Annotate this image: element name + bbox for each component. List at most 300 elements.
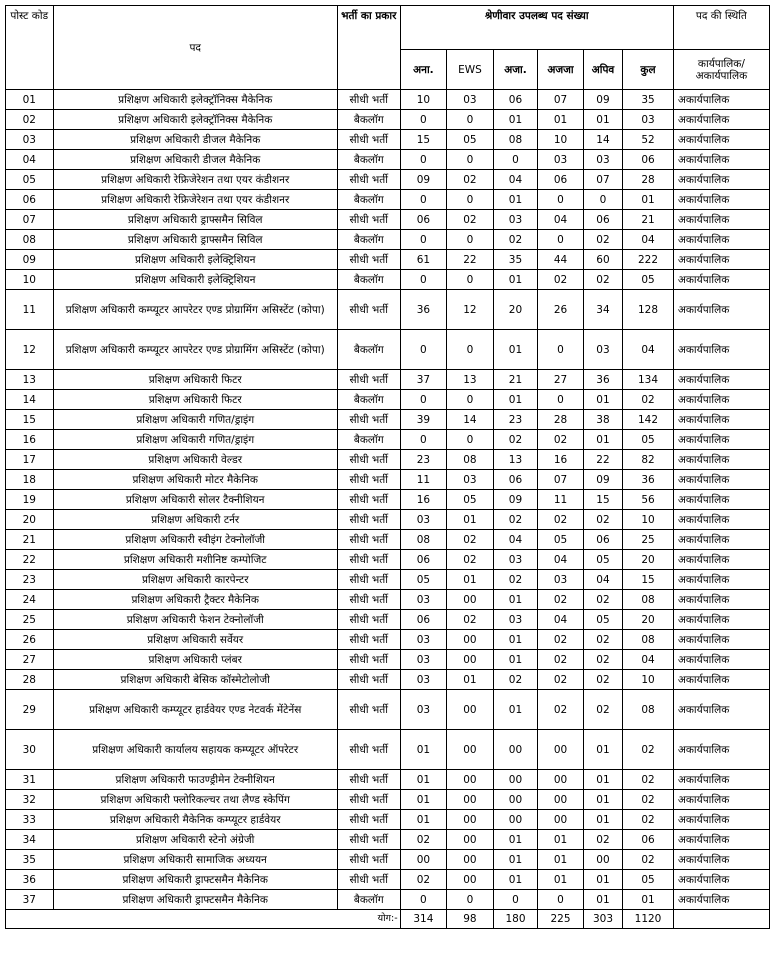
cat-st: 01 xyxy=(538,850,584,870)
cat-obc: 02 xyxy=(583,510,622,530)
post-status: अकार्यपालिक xyxy=(673,330,769,370)
post-name: प्रशिक्षण अधिकारी कार्यालय सहायक कम्प्यूटर ऑपरेटर xyxy=(53,730,337,770)
cat-sc: 00 xyxy=(493,770,538,790)
post-status: अकार्यपालिक xyxy=(673,170,769,190)
cat-st: 04 xyxy=(538,610,584,630)
cat-gen: 03 xyxy=(400,690,447,730)
cat-gen: 01 xyxy=(400,730,447,770)
cat-st: 26 xyxy=(538,290,584,330)
cat-ews: 00 xyxy=(447,650,494,670)
table-row xyxy=(6,870,770,890)
post-code: 10 xyxy=(6,270,54,290)
header-cat-obc: अपिव xyxy=(583,50,622,90)
cat-gen: 16 xyxy=(400,490,447,510)
cat-sc: 03 xyxy=(493,550,538,570)
cat-ews: 00 xyxy=(447,870,494,890)
post-status: अकार्यपालिक xyxy=(673,390,769,410)
cat-obc: 14 xyxy=(583,130,622,150)
table-row xyxy=(6,490,770,510)
cat-gen: 01 xyxy=(400,770,447,790)
table-row xyxy=(6,510,770,530)
cat-gen: 11 xyxy=(400,470,447,490)
post-status: अकार्यपालिक xyxy=(673,690,769,730)
post-status: अकार्यपालिक xyxy=(673,790,769,810)
cat-obc: 06 xyxy=(583,530,622,550)
post-name: प्रशिक्षण अधिकारी कम्प्यूटर आपरेटर एण्ड प्रोग्रामिंग असिस्टेंट (कोपा) xyxy=(53,290,337,330)
cat-gen: 0 xyxy=(400,270,447,290)
cat-ews: 14 xyxy=(447,410,494,430)
recruitment-type: बैकलॉग xyxy=(337,330,400,370)
cat-st: 11 xyxy=(538,490,584,510)
cat-sc: 01 xyxy=(493,650,538,670)
cat-sc: 06 xyxy=(493,90,538,110)
post-status: अकार्यपालिक xyxy=(673,670,769,690)
cat-sc: 01 xyxy=(493,190,538,210)
table-row xyxy=(6,390,770,410)
post-code: 37 xyxy=(6,890,54,910)
post-code: 01 xyxy=(6,90,54,110)
post-status: अकार्यपालिक xyxy=(673,190,769,210)
cat-obc: 01 xyxy=(583,110,622,130)
cat-st: 10 xyxy=(538,130,584,150)
total-ews: 98 xyxy=(447,910,494,929)
cat-st: 0 xyxy=(538,230,584,250)
post-status: अकार्यपालिक xyxy=(673,550,769,570)
cat-ews: 02 xyxy=(447,550,494,570)
cat-ews: 0 xyxy=(447,390,494,410)
recruitment-type: सीधी भर्ती xyxy=(337,830,400,850)
cat-obc: 01 xyxy=(583,390,622,410)
post-code: 11 xyxy=(6,290,54,330)
cat-total: 222 xyxy=(623,250,674,270)
post-status: अकार्यपालिक xyxy=(673,630,769,650)
post-code: 05 xyxy=(6,170,54,190)
post-code: 24 xyxy=(6,590,54,610)
table-row xyxy=(6,670,770,690)
cat-sc: 04 xyxy=(493,170,538,190)
post-status: अकार्यपालिक xyxy=(673,850,769,870)
recruitment-type: बैकलॉग xyxy=(337,150,400,170)
table-row xyxy=(6,430,770,450)
cat-obc: 38 xyxy=(583,410,622,430)
recruitment-type: सीधी भर्ती xyxy=(337,410,400,430)
table-row xyxy=(6,790,770,810)
post-name: प्रशिक्षण अधिकारी ट्रैक्टर मैकेनिक xyxy=(53,590,337,610)
cat-ews: 00 xyxy=(447,790,494,810)
cat-total: 28 xyxy=(623,170,674,190)
cat-obc: 02 xyxy=(583,690,622,730)
cat-total: 21 xyxy=(623,210,674,230)
cat-sc: 20 xyxy=(493,290,538,330)
totals-label: योग:- xyxy=(53,910,400,929)
header-category-posts: श्रेणीवार उपलब्ध पद संख्या xyxy=(400,6,673,50)
cat-total: 52 xyxy=(623,130,674,150)
recruitment-type: सीधी भर्ती xyxy=(337,590,400,610)
cat-gen: 37 xyxy=(400,370,447,390)
header-cat-total: कुल xyxy=(623,50,674,90)
recruitment-type: सीधी भर्ती xyxy=(337,630,400,650)
cat-ews: 08 xyxy=(447,450,494,470)
cat-obc: 09 xyxy=(583,470,622,490)
cat-total: 06 xyxy=(623,150,674,170)
post-name: प्रशिक्षण अधिकारी फ्लोरिकल्चर तथा लैण्ड स्केपिंग xyxy=(53,790,337,810)
cat-obc: 60 xyxy=(583,250,622,270)
post-name: प्रशिक्षण अधिकारी गणित/ड्राइंग xyxy=(53,410,337,430)
cat-st: 02 xyxy=(538,690,584,730)
recruitment-type: बैकलॉग xyxy=(337,190,400,210)
cat-ews: 02 xyxy=(447,610,494,630)
recruitment-type: सीधी भर्ती xyxy=(337,170,400,190)
cat-sc: 01 xyxy=(493,850,538,870)
cat-ews: 05 xyxy=(447,490,494,510)
cat-ews: 00 xyxy=(447,690,494,730)
cat-sc: 01 xyxy=(493,590,538,610)
cat-gen: 06 xyxy=(400,610,447,630)
cat-ews: 0 xyxy=(447,330,494,370)
cat-total: 142 xyxy=(623,410,674,430)
cat-total: 02 xyxy=(623,810,674,830)
post-status: अकार्यपालिक xyxy=(673,250,769,270)
post-code: 25 xyxy=(6,610,54,630)
post-code: 29 xyxy=(6,690,54,730)
cat-ews: 0 xyxy=(447,270,494,290)
cat-ews: 00 xyxy=(447,850,494,870)
post-status: अकार्यपालिक xyxy=(673,230,769,250)
cat-obc: 03 xyxy=(583,330,622,370)
post-name: प्रशिक्षण अधिकारी इलेक्ट्रिशियन xyxy=(53,250,337,270)
cat-ews: 00 xyxy=(447,770,494,790)
header-cat-sc: अजा. xyxy=(493,50,538,90)
cat-sc: 23 xyxy=(493,410,538,430)
post-name: प्रशिक्षण अधिकारी रेफ्रिजेरेशन तथा एयर कंडीशनर xyxy=(53,190,337,210)
cat-total: 02 xyxy=(623,850,674,870)
cat-sc: 04 xyxy=(493,530,538,550)
post-code: 03 xyxy=(6,130,54,150)
cat-obc: 02 xyxy=(583,270,622,290)
post-code: 36 xyxy=(6,870,54,890)
cat-gen: 0 xyxy=(400,230,447,250)
cat-obc: 36 xyxy=(583,370,622,390)
post-code: 07 xyxy=(6,210,54,230)
cat-st: 00 xyxy=(538,770,584,790)
post-name: प्रशिक्षण अधिकारी स्वीइंग टेक्नोलॉजी xyxy=(53,530,337,550)
cat-obc: 04 xyxy=(583,570,622,590)
post-name: प्रशिक्षण अधिकारी ड्राफ्समैन सिविल xyxy=(53,210,337,230)
table-row xyxy=(6,850,770,870)
cat-ews: 00 xyxy=(447,630,494,650)
header-post: पद xyxy=(53,6,337,90)
cat-st: 05 xyxy=(538,530,584,550)
cat-ews: 0 xyxy=(447,150,494,170)
recruitment-type: बैकलॉग xyxy=(337,110,400,130)
post-status: अकार्यपालिक xyxy=(673,830,769,850)
cat-st: 28 xyxy=(538,410,584,430)
cat-sc: 13 xyxy=(493,450,538,470)
post-status: अकार्यपालिक xyxy=(673,270,769,290)
post-name: प्रशिक्षण अधिकारी डीजल मैकेनिक xyxy=(53,150,337,170)
recruitment-type: बैकलॉग xyxy=(337,890,400,910)
table-row xyxy=(6,110,770,130)
cat-ews: 03 xyxy=(447,90,494,110)
cat-sc: 03 xyxy=(493,610,538,630)
cat-total: 02 xyxy=(623,390,674,410)
total-sc: 180 xyxy=(493,910,538,929)
recruitment-type: सीधी भर्ती xyxy=(337,610,400,630)
table-row xyxy=(6,730,770,770)
table-row xyxy=(6,530,770,550)
post-name: प्रशिक्षण अधिकारी स्टेनो अंग्रेजी xyxy=(53,830,337,850)
recruitment-type: सीधी भर्ती xyxy=(337,470,400,490)
cat-st: 00 xyxy=(538,810,584,830)
post-status: अकार्यपालिक xyxy=(673,150,769,170)
recruitment-type: सीधी भर्ती xyxy=(337,510,400,530)
post-code: 09 xyxy=(6,250,54,270)
table-row xyxy=(6,810,770,830)
post-name: प्रशिक्षण अधिकारी कारपेन्टर xyxy=(53,570,337,590)
totals-status-blank xyxy=(673,910,769,929)
cat-obc: 03 xyxy=(583,150,622,170)
post-name: प्रशिक्षण अधिकारी मोटर मैकेनिक xyxy=(53,470,337,490)
cat-gen: 36 xyxy=(400,290,447,330)
table-row xyxy=(6,610,770,630)
header-cat-gen: अना. xyxy=(400,50,447,90)
cat-total: 36 xyxy=(623,470,674,490)
cat-sc: 06 xyxy=(493,470,538,490)
cat-ews: 01 xyxy=(447,570,494,590)
cat-st: 02 xyxy=(538,650,584,670)
recruitment-type: सीधी भर्ती xyxy=(337,290,400,330)
post-code: 12 xyxy=(6,330,54,370)
cat-ews: 02 xyxy=(447,210,494,230)
post-code: 26 xyxy=(6,630,54,650)
header-post-code: पोस्ट कोड xyxy=(6,6,54,90)
cat-gen: 06 xyxy=(400,210,447,230)
total-st: 225 xyxy=(538,910,584,929)
cat-obc: 15 xyxy=(583,490,622,510)
post-status: अकार्यपालिक xyxy=(673,770,769,790)
table-row xyxy=(6,210,770,230)
post-name: प्रशिक्षण अधिकारी इलेक्ट्रिशियन xyxy=(53,270,337,290)
post-name: प्रशिक्षण अधिकारी सर्वेयर xyxy=(53,630,337,650)
recruitment-type: सीधी भर्ती xyxy=(337,730,400,770)
post-code: 19 xyxy=(6,490,54,510)
table-row xyxy=(6,90,770,110)
cat-obc: 06 xyxy=(583,210,622,230)
cat-st: 0 xyxy=(538,390,584,410)
table-row xyxy=(6,270,770,290)
cat-obc: 02 xyxy=(583,630,622,650)
post-code: 15 xyxy=(6,410,54,430)
cat-total: 02 xyxy=(623,770,674,790)
table-row xyxy=(6,410,770,430)
cat-sc: 08 xyxy=(493,130,538,150)
cat-obc: 01 xyxy=(583,790,622,810)
cat-sc: 01 xyxy=(493,690,538,730)
cat-sc: 00 xyxy=(493,730,538,770)
cat-ews: 13 xyxy=(447,370,494,390)
post-code: 08 xyxy=(6,230,54,250)
table-row xyxy=(6,830,770,850)
total-all: 1120 xyxy=(623,910,674,929)
cat-st: 16 xyxy=(538,450,584,470)
cat-ews: 02 xyxy=(447,530,494,550)
cat-st: 27 xyxy=(538,370,584,390)
cat-gen: 0 xyxy=(400,430,447,450)
post-code: 21 xyxy=(6,530,54,550)
recruitment-type: सीधी भर्ती xyxy=(337,530,400,550)
cat-ews: 03 xyxy=(447,470,494,490)
cat-gen: 39 xyxy=(400,410,447,430)
cat-st: 0 xyxy=(538,190,584,210)
cat-ews: 01 xyxy=(447,510,494,530)
post-name: प्रशिक्षण अधिकारी कम्प्यूटर हार्डवेयर एण्ड नेटवर्क मेंटेनेंस xyxy=(53,690,337,730)
post-name: प्रशिक्षण अधिकारी सामाजिक अध्ययन xyxy=(53,850,337,870)
cat-sc: 00 xyxy=(493,790,538,810)
cat-gen: 00 xyxy=(400,850,447,870)
post-status: अकार्यपालिक xyxy=(673,730,769,770)
table-row xyxy=(6,130,770,150)
recruitment-type: सीधी भर्ती xyxy=(337,90,400,110)
cat-sc: 03 xyxy=(493,210,538,230)
cat-st: 03 xyxy=(538,570,584,590)
post-code: 22 xyxy=(6,550,54,570)
cat-sc: 01 xyxy=(493,110,538,130)
post-code: 14 xyxy=(6,390,54,410)
cat-gen: 0 xyxy=(400,890,447,910)
recruitment-type: बैकलॉग xyxy=(337,430,400,450)
cat-obc: 02 xyxy=(583,230,622,250)
table-row xyxy=(6,570,770,590)
cat-obc: 01 xyxy=(583,870,622,890)
recruitment-table xyxy=(5,5,770,929)
cat-total: 15 xyxy=(623,570,674,590)
post-status: अकार्यपालिक xyxy=(673,450,769,470)
table-row xyxy=(6,690,770,730)
cat-sc: 01 xyxy=(493,390,538,410)
cat-total: 134 xyxy=(623,370,674,390)
cat-total: 56 xyxy=(623,490,674,510)
cat-st: 02 xyxy=(538,510,584,530)
cat-total: 04 xyxy=(623,330,674,370)
cat-sc: 0 xyxy=(493,150,538,170)
cat-obc: 02 xyxy=(583,830,622,850)
table-row xyxy=(6,590,770,610)
post-status: अकार्यपालिक xyxy=(673,870,769,890)
table-row xyxy=(6,450,770,470)
cat-obc: 01 xyxy=(583,430,622,450)
cat-gen: 03 xyxy=(400,590,447,610)
recruitment-type: सीधी भर्ती xyxy=(337,790,400,810)
post-status: अकार्यपालिक xyxy=(673,370,769,390)
post-name: प्रशिक्षण अधिकारी प्लंबर xyxy=(53,650,337,670)
post-name: प्रशिक्षण अधिकारी कम्प्यूटर आपरेटर एण्ड प्रोग्रामिंग असिस्टेंट (कोपा) xyxy=(53,330,337,370)
post-name: प्रशिक्षण अधिकारी बेसिक कॉस्मेटोलोजी xyxy=(53,670,337,690)
table-row xyxy=(6,250,770,270)
cat-ews: 01 xyxy=(447,670,494,690)
recruitment-type: सीधी भर्ती xyxy=(337,850,400,870)
post-name: प्रशिक्षण अधिकारी ड्राफ्टसमैन मैकेनिक xyxy=(53,890,337,910)
cat-total: 01 xyxy=(623,190,674,210)
cat-sc: 01 xyxy=(493,330,538,370)
cat-st: 04 xyxy=(538,210,584,230)
total-gen: 314 xyxy=(400,910,447,929)
cat-total: 05 xyxy=(623,270,674,290)
header-status-sub: कार्यपालिक/ अकार्यपालिक xyxy=(673,50,769,90)
cat-total: 06 xyxy=(623,830,674,850)
cat-total: 10 xyxy=(623,510,674,530)
cat-ews: 00 xyxy=(447,830,494,850)
cat-gen: 06 xyxy=(400,550,447,570)
post-code: 06 xyxy=(6,190,54,210)
cat-gen: 03 xyxy=(400,510,447,530)
post-status: अकार्यपालिक xyxy=(673,810,769,830)
post-status: अकार्यपालिक xyxy=(673,90,769,110)
cat-sc: 0 xyxy=(493,890,538,910)
cat-obc: 07 xyxy=(583,170,622,190)
cat-st: 07 xyxy=(538,470,584,490)
table-row xyxy=(6,650,770,670)
cat-obc: 01 xyxy=(583,770,622,790)
post-code: 02 xyxy=(6,110,54,130)
post-status: अकार्यपालिक xyxy=(673,110,769,130)
recruitment-type: बैकलॉग xyxy=(337,390,400,410)
cat-st: 0 xyxy=(538,890,584,910)
cat-total: 02 xyxy=(623,730,674,770)
cat-total: 82 xyxy=(623,450,674,470)
cat-total: 10 xyxy=(623,670,674,690)
cat-st: 0 xyxy=(538,330,584,370)
cat-sc: 02 xyxy=(493,510,538,530)
post-code: 20 xyxy=(6,510,54,530)
post-name: प्रशिक्षण अधिकारी रेफ्रिजेरेशन तथा एयर कंडीशनर xyxy=(53,170,337,190)
recruitment-type: सीधी भर्ती xyxy=(337,570,400,590)
recruitment-type: सीधी भर्ती xyxy=(337,450,400,470)
post-status: अकार्यपालिक xyxy=(673,590,769,610)
post-code: 23 xyxy=(6,570,54,590)
cat-gen: 01 xyxy=(400,790,447,810)
post-name: प्रशिक्षण अधिकारी फाउण्ड्रीमेन टेक्नीशियन xyxy=(53,770,337,790)
post-name: प्रशिक्षण अधिकारी ड्राफ्टसमैन मैकेनिक xyxy=(53,870,337,890)
cat-gen: 61 xyxy=(400,250,447,270)
totals-row xyxy=(6,910,770,929)
cat-sc: 01 xyxy=(493,630,538,650)
post-name: प्रशिक्षण अधिकारी गणित/ड्राइंग xyxy=(53,430,337,450)
cat-gen: 03 xyxy=(400,650,447,670)
post-name: प्रशिक्षण अधिकारी वेल्डर xyxy=(53,450,337,470)
cat-obc: 0 xyxy=(583,190,622,210)
cat-st: 01 xyxy=(538,110,584,130)
table-row xyxy=(6,370,770,390)
post-name: प्रशिक्षण अधिकारी इलेक्ट्रॉनिक्स मैकेनिक xyxy=(53,110,337,130)
cat-ews: 0 xyxy=(447,230,494,250)
recruitment-type: सीधी भर्ती xyxy=(337,250,400,270)
recruitment-type: सीधी भर्ती xyxy=(337,870,400,890)
post-status: अकार्यपालिक xyxy=(673,890,769,910)
cat-st: 02 xyxy=(538,630,584,650)
post-status: अकार्यपालिक xyxy=(673,510,769,530)
cat-gen: 02 xyxy=(400,870,447,890)
cat-obc: 02 xyxy=(583,670,622,690)
recruitment-type: सीधी भर्ती xyxy=(337,690,400,730)
post-name: प्रशिक्षण अधिकारी फेशन टेक्नोलॉजी xyxy=(53,610,337,630)
cat-total: 01 xyxy=(623,890,674,910)
post-code: 17 xyxy=(6,450,54,470)
post-name: प्रशिक्षण अधिकारी टर्नर xyxy=(53,510,337,530)
cat-total: 08 xyxy=(623,690,674,730)
cat-gen: 01 xyxy=(400,810,447,830)
cat-gen: 0 xyxy=(400,390,447,410)
cat-total: 04 xyxy=(623,230,674,250)
